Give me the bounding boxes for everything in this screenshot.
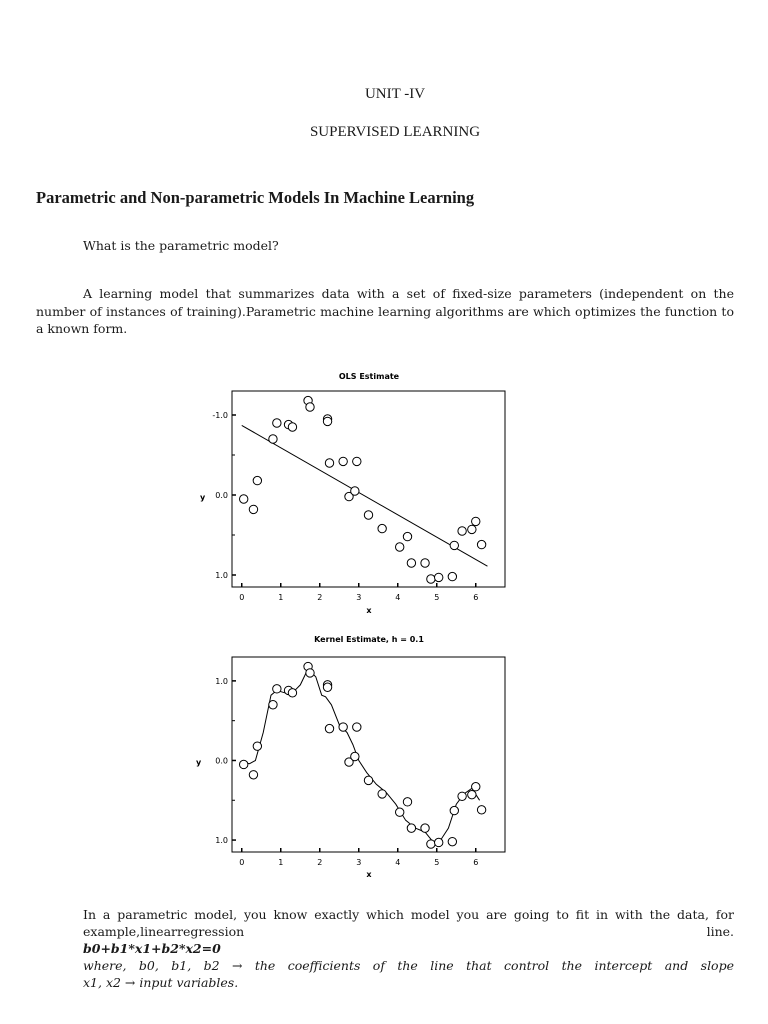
chart2-xtick-label: 5	[434, 858, 440, 867]
chart1-point	[351, 487, 359, 495]
chart2-point	[269, 701, 277, 709]
chart1-title: OLS Estimate	[338, 372, 400, 381]
chart1-point	[306, 403, 314, 411]
closing-paragraph	[83, 906, 734, 991]
chart2-point	[323, 683, 331, 691]
chart1-ytick-label: -1.0	[212, 411, 228, 420]
chart2-ylabel: y	[196, 758, 202, 767]
chart1-point	[249, 505, 257, 513]
chart2-point	[403, 798, 411, 806]
chart1-point	[407, 559, 415, 567]
chart2-point	[306, 669, 314, 677]
chart1-point	[353, 457, 361, 465]
chart2-xtick-label: 2	[317, 858, 323, 867]
chart2-point	[468, 790, 476, 798]
chart1-xlabel: x	[366, 606, 372, 615]
chart2-point	[364, 776, 372, 784]
subject-title: SUPERVISED LEARNING	[309, 124, 481, 140]
chart2-point	[240, 760, 248, 768]
chart1-point	[253, 476, 261, 484]
chart2-point	[378, 790, 386, 798]
chart2-point	[448, 837, 456, 845]
closing-line-2	[83, 923, 734, 940]
chart1-point	[435, 573, 443, 581]
chart2-xtick-label: 4	[395, 858, 401, 867]
chart1-point	[477, 540, 485, 548]
chart2-ytick-label: 1.0	[215, 836, 228, 846]
closing-line-1: In a parametric model, you know exactly which model you are going to fit in with the data, for	[83, 907, 734, 922]
closing-line-2-left: example,linearregression	[83, 924, 245, 939]
chart1-point	[269, 435, 277, 443]
chart1-point	[403, 532, 411, 540]
equation: b0+b1*x1+b2*x2=0	[83, 941, 221, 956]
chart1-point	[421, 559, 429, 567]
chart2-kernel-curve	[242, 669, 480, 842]
chart1-point	[273, 419, 281, 427]
chart1-point	[458, 527, 466, 535]
where-line: where, b0, b1, b2 → the coefficients of the line that control the intercept and slope	[83, 958, 734, 973]
chart1-point	[325, 459, 333, 467]
chart1-point	[427, 575, 435, 583]
chart2-point	[407, 824, 415, 832]
chart1-xtick-label: 4	[395, 593, 401, 602]
chart1-ytick-label: 1.0	[215, 571, 228, 580]
chart2-point	[450, 806, 458, 814]
chart1-ylabel: y	[200, 493, 206, 502]
chart2-xtick-label: 1	[278, 858, 284, 867]
chart1-point	[240, 495, 248, 503]
chart2-point	[351, 752, 359, 760]
chart1-xtick-label: 3	[356, 593, 362, 602]
chart1-xtick-label: 5	[434, 593, 440, 602]
chart1-xtick-label: 6	[473, 593, 479, 602]
chart1-ytick-label: 0.0	[215, 491, 228, 500]
chart2-title: Kernel Estimate, h = 0.1	[314, 635, 424, 644]
chart2-xtick-label: 0	[239, 858, 245, 867]
chart2-point	[477, 806, 485, 814]
chart1-point	[364, 511, 372, 519]
chart2-point	[458, 792, 466, 800]
chart2-point	[435, 838, 443, 846]
chart1-point	[378, 524, 386, 532]
chart2-point	[273, 685, 281, 693]
chart2-point	[249, 771, 257, 779]
chart2-ytick-label: 1.0	[215, 676, 228, 686]
chart1-xtick-label: 0	[239, 593, 245, 602]
chart1-point	[323, 417, 331, 425]
chart1-point	[450, 541, 458, 549]
chart2-xtick-label: 3	[356, 858, 362, 867]
chart1-xtick-label: 2	[317, 593, 323, 602]
chart2-point	[396, 808, 404, 816]
chart1-point	[472, 517, 480, 525]
question-text: What is the parametric model?	[83, 238, 279, 253]
chart2-point	[427, 840, 435, 848]
chart2-xlabel: x	[366, 870, 372, 879]
chart2-point	[339, 723, 347, 731]
chart2-xtick-label: 6	[473, 858, 479, 867]
chart2-point	[288, 689, 296, 697]
closing-line-2-right: line.	[706, 924, 734, 939]
section-heading: Parametric and Non-parametric Models In Machine Learning	[36, 188, 475, 207]
chart2-point	[325, 724, 333, 732]
intro-paragraph-text: A learning model that summarizes data with a set of fixed-size parameters (independent on the number of instances of training).Parametric machine learning algorithms are which optimizes the function to a known form.	[36, 286, 734, 336]
chart2-point	[472, 783, 480, 791]
chart1-xtick-label: 1	[278, 593, 284, 602]
intro-paragraph	[36, 285, 734, 338]
chart1-point	[468, 525, 476, 533]
chart1-point	[339, 457, 347, 465]
chart2-ytick-label: 0.0	[215, 756, 228, 766]
chart1-point	[396, 543, 404, 551]
chart2-point	[253, 742, 261, 750]
chart2-point	[421, 824, 429, 832]
inputs-line: x1, x2 → input variables.	[83, 975, 239, 990]
unit-title: UNIT -IV	[364, 86, 426, 102]
chart1-point	[288, 423, 296, 431]
chart2-point	[353, 723, 361, 731]
chart1-point	[448, 572, 456, 580]
figure-ols-kernel	[190, 365, 520, 885]
